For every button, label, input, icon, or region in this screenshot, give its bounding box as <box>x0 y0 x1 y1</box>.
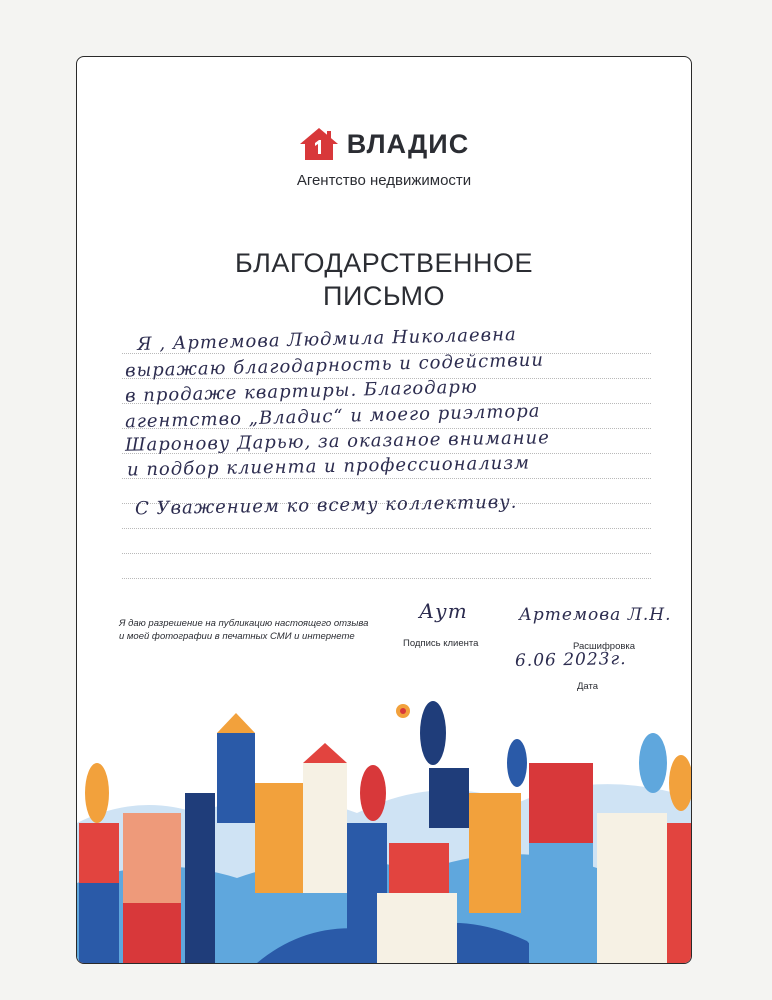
brand-header <box>77 127 691 189</box>
handwritten-line: и подбор клиента и профессионализм <box>126 452 531 481</box>
date-handwritten: 6.06 2023г. <box>514 649 627 671</box>
client-signature: Аут <box>419 599 468 623</box>
house-logo-icon <box>299 127 339 161</box>
town-illustration <box>77 673 692 963</box>
signature-label: Подпись клиента <box>403 638 479 649</box>
handwritten-line: С Уважением ко всему коллективу. <box>134 491 518 520</box>
letter-title <box>77 247 691 313</box>
writing-line <box>122 553 651 554</box>
title-line-2: ПИСЬМО <box>323 281 445 311</box>
handwritten-line: Я , Артемова Людмила Николаевна <box>136 324 517 355</box>
date-label: Дата <box>577 681 599 692</box>
letter-sheet <box>76 56 692 964</box>
writing-line <box>122 528 651 529</box>
handwritten-line: выражаю благодарность и содействии <box>124 349 545 382</box>
name-label: Расшифровка <box>573 641 636 652</box>
writing-line <box>122 578 651 579</box>
brand-subtitle: Агентство недвижимости <box>296 172 472 189</box>
name-handwritten: Артемова Л.Н. <box>519 605 672 625</box>
title-line-1: БЛАГОДАРСТВЕННОЕ <box>234 248 534 278</box>
handwritten-line: агентство „Владис“ и моего риэлтора <box>124 400 541 433</box>
brand-name: ВЛАДИС <box>346 128 470 159</box>
publication-consent: Я даю разрешение на публикацию настоящего отзыва и моей фотографии в печатных СМИ и интернете <box>119 618 369 642</box>
handwritten-line: в продаже квартиры. Благодарю <box>124 376 478 407</box>
handwritten-line: Шаронову Дарью, за оказаное внимание <box>124 427 550 456</box>
